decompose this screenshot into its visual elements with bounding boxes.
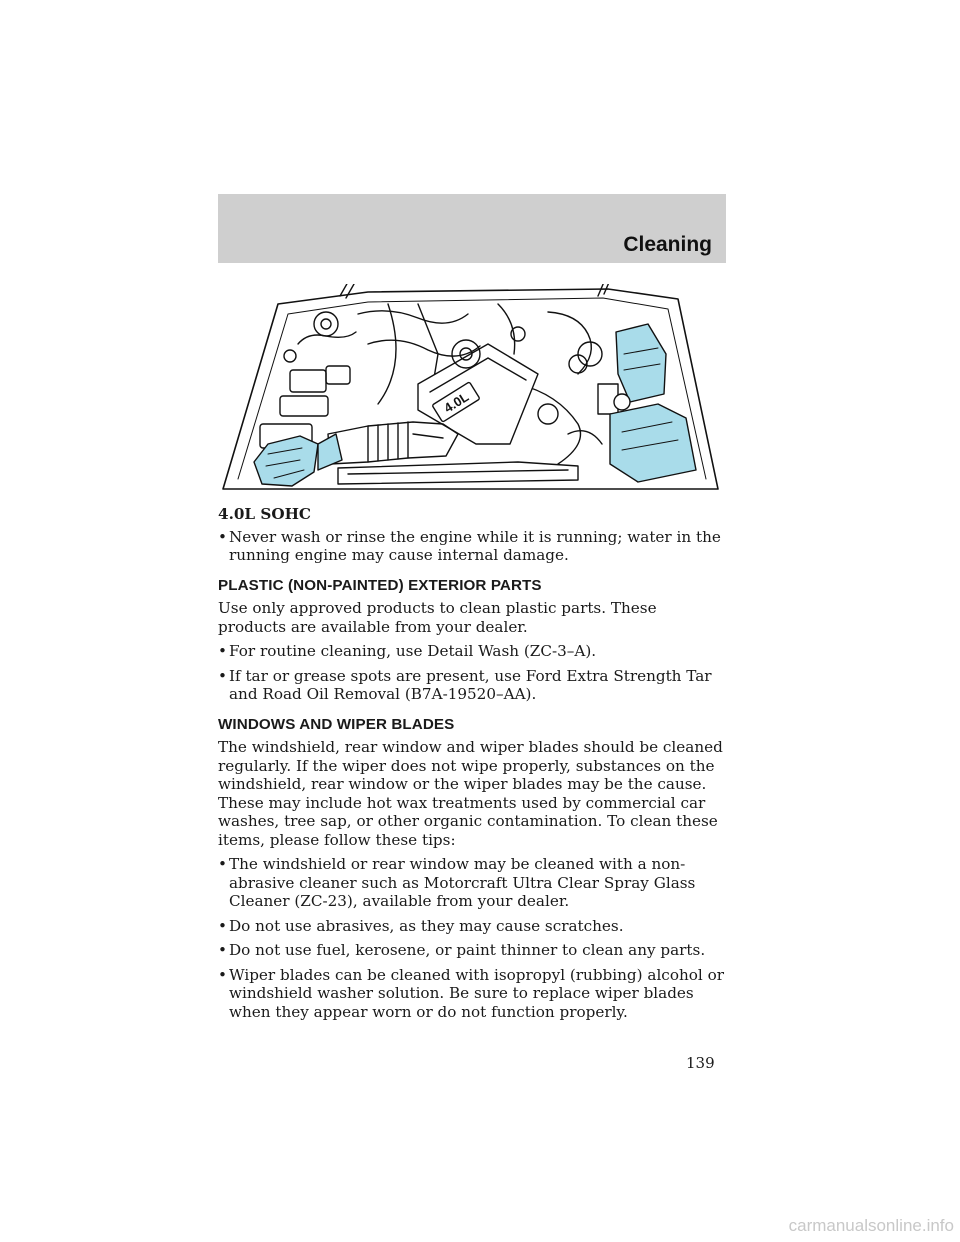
list-item: • Wiper blades can be cleaned with isopropyl (rubbing) alcohol or windshield washer solution. Be sure to replace wiper blades when they appear worn or do not function properly.	[218, 965, 724, 1021]
bullet-icon: •	[218, 666, 227, 685]
air-intake-duct	[328, 422, 458, 464]
section-heading-plastic: PLASTIC (NON-PAINTED) EXTERIOR PARTS	[218, 576, 542, 594]
air-filter-box	[254, 436, 318, 486]
section-header-band	[218, 194, 726, 263]
bullet-icon: •	[218, 642, 227, 660]
bullet-icon: •	[218, 855, 227, 873]
plastic-intro: Use only approved products to clean plastic parts. These products are available from your dealer.	[218, 599, 657, 636]
list-item: • Do not use fuel, kerosene, or paint thinner to clean any parts.	[218, 941, 706, 959]
figure-caption: 4.0L SOHC	[218, 505, 312, 523]
list-item: • The windshield or rear window may be cleaned with a non-abrasive cleaner such as Motorcraft Ultra Clear Spray Glass Cleaner (ZC-23), available from your dealer.	[218, 855, 696, 910]
section-title: Cleaning	[623, 233, 712, 256]
bullet-icon: •	[218, 527, 227, 546]
intake-plenum	[418, 344, 538, 444]
watermark: carmanualsonline.info	[788, 1216, 954, 1235]
battery-box	[290, 370, 326, 392]
bullet-icon: •	[218, 916, 227, 935]
engine-compartment-illustration	[218, 284, 726, 496]
coolant-reservoir	[616, 324, 666, 402]
page-number: 139	[686, 1054, 715, 1072]
list-item: • If tar or grease spots are present, use Ford Extra Strength Tar and Road Oil Removal (B7A-19520–AA).	[218, 666, 712, 703]
list-item: • For routine cleaning, use Detail Wash (ZC-3–A).	[218, 642, 597, 660]
washer-fluid-reservoir	[610, 404, 696, 482]
plenum-badge: 4.0L	[441, 389, 472, 416]
list-item: • Do not use abrasives, as they may cause scratches.	[218, 916, 624, 935]
windows-intro: The windshield, rear window and wiper blades should be cleaned regularly. If the wiper does not wipe properly, substances on the windshield, rear window or the wiper blades may be the cause. These may include hot wax treatments used by commercial car washes, tree sap, or other organic contamination. To clean these items, please follow these tips:	[218, 738, 723, 849]
bullet-icon: •	[218, 965, 227, 984]
section-heading-windows: WINDOWS AND WIPER BLADES	[218, 715, 455, 733]
bullet-icon: •	[218, 941, 227, 959]
list-item: • Never wash or rinse the engine while it is running; water in the running engine may cause internal damage.	[218, 527, 721, 564]
